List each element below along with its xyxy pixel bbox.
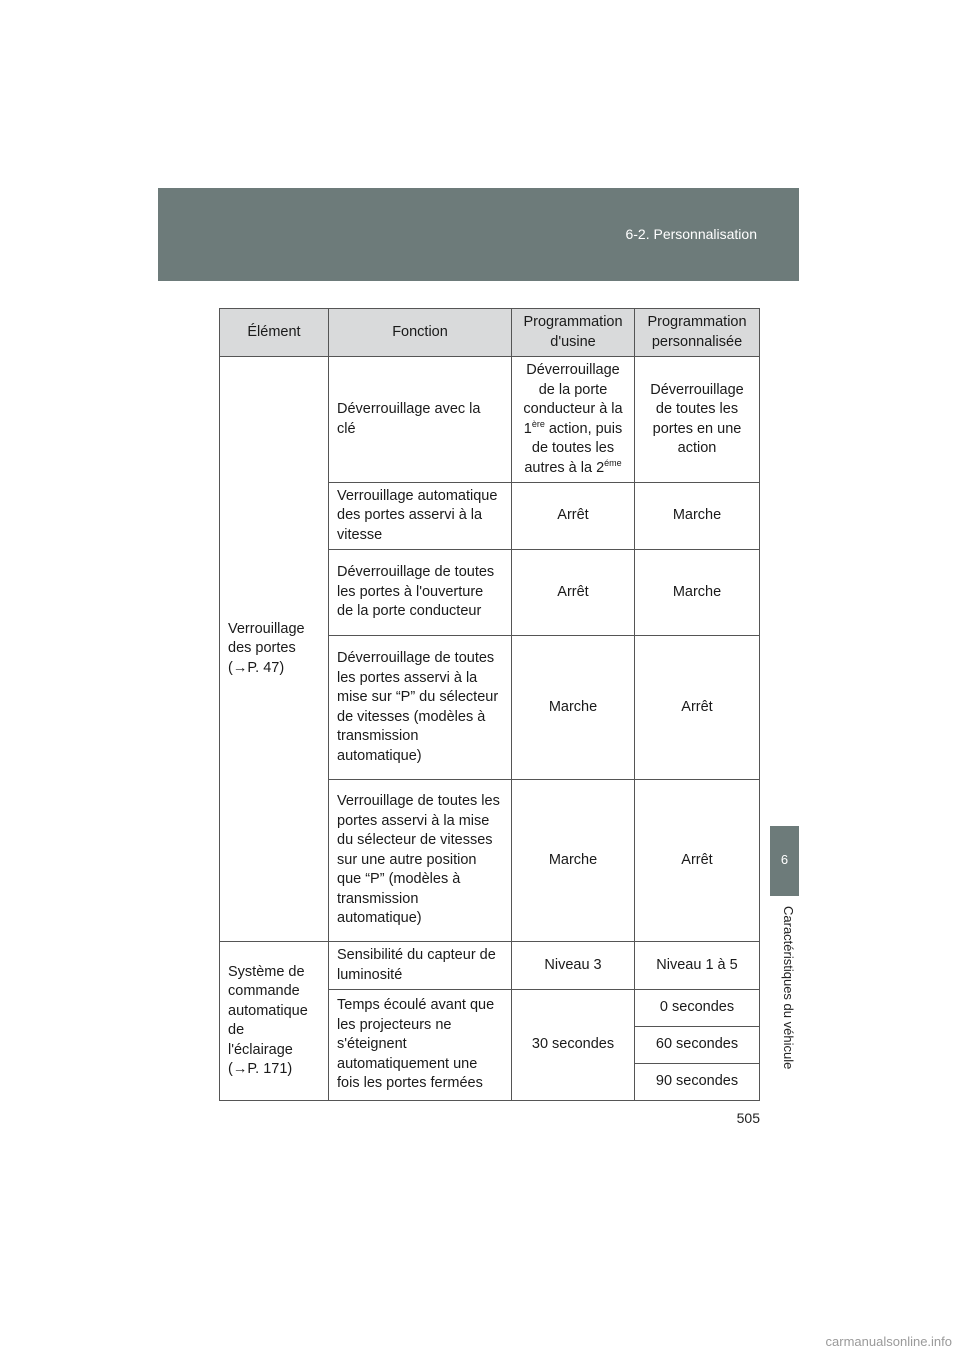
custom-cell: 60 secondes bbox=[635, 1027, 760, 1064]
header-custom-setting: Programmation personnalisée bbox=[635, 309, 760, 357]
factory-cell: Marche bbox=[512, 780, 635, 942]
header-factory-setting: Programmation d'usine bbox=[512, 309, 635, 357]
chapter-label: Caractéristiques du véhicule bbox=[781, 906, 796, 1070]
custom-cell: 0 secondes bbox=[635, 990, 760, 1027]
factory-cell: Niveau 3 bbox=[512, 942, 635, 990]
element-door-locks: Verrouillage des portes (→P. 47) bbox=[220, 357, 329, 942]
factory-cell: Déverrouillage de la porte conducteur à la 1ère action, puis de toutes les autres à la $2^{éme}$ bbox=[512, 357, 635, 483]
header-band bbox=[158, 188, 799, 281]
factory-cell: 30 secondes bbox=[512, 990, 635, 1101]
watermark-link[interactable]: carmanualsonline.info bbox=[825, 1334, 952, 1349]
function-cell: Déverrouillage de toutes les portes asservi à la mise sur “P” du sélecteur de vitesses (modèles à transmission automatique) bbox=[329, 636, 512, 780]
header-element: Élément bbox=[220, 309, 329, 357]
factory-cell: Arrêt bbox=[512, 483, 635, 550]
custom-cell: Arrêt bbox=[635, 636, 760, 780]
function-cell: Temps écoulé avant que les projecteurs ne s'éteignent automatiquement une fois les portes fermées bbox=[329, 990, 512, 1101]
custom-cell: Marche bbox=[635, 483, 760, 550]
chapter-number: 6 bbox=[780, 852, 789, 867]
section-title: 6-2. Personnalisation bbox=[625, 226, 757, 242]
page-number: 505 bbox=[736, 1110, 760, 1126]
chapter-tab bbox=[770, 826, 799, 896]
custom-cell: Marche bbox=[635, 550, 760, 636]
custom-cell: Arrêt bbox=[635, 780, 760, 942]
function-cell: Verrouillage automatique des portes asservi à la vitesse bbox=[329, 483, 512, 550]
element-auto-lighting: Système de commande automatique de l'éclairage (→P. 171) bbox=[220, 942, 329, 1101]
table-row bbox=[220, 357, 760, 483]
settings-table bbox=[219, 308, 760, 1101]
custom-cell: Niveau 1 à 5 bbox=[635, 942, 760, 990]
function-cell: Verrouillage de toutes les portes asservi à la mise du sélecteur de vitesses sur une autre position que “P” (modèles à transmission automatique) bbox=[329, 780, 512, 942]
function-cell: Sensibilité du capteur de luminosité bbox=[329, 942, 512, 990]
function-cell: Déverrouillage de toutes les portes à l'ouverture de la porte conducteur bbox=[329, 550, 512, 636]
function-cell: Déverrouillage avec la clé bbox=[329, 357, 512, 483]
table-header-row bbox=[220, 309, 760, 357]
factory-cell: Arrêt bbox=[512, 550, 635, 636]
factory-cell: Marche bbox=[512, 636, 635, 780]
header-function: Fonction bbox=[329, 309, 512, 357]
table-row bbox=[220, 942, 760, 990]
custom-cell: 90 secondes bbox=[635, 1064, 760, 1101]
custom-cell: Déverrouillage de toutes les portes en une action bbox=[635, 357, 760, 483]
